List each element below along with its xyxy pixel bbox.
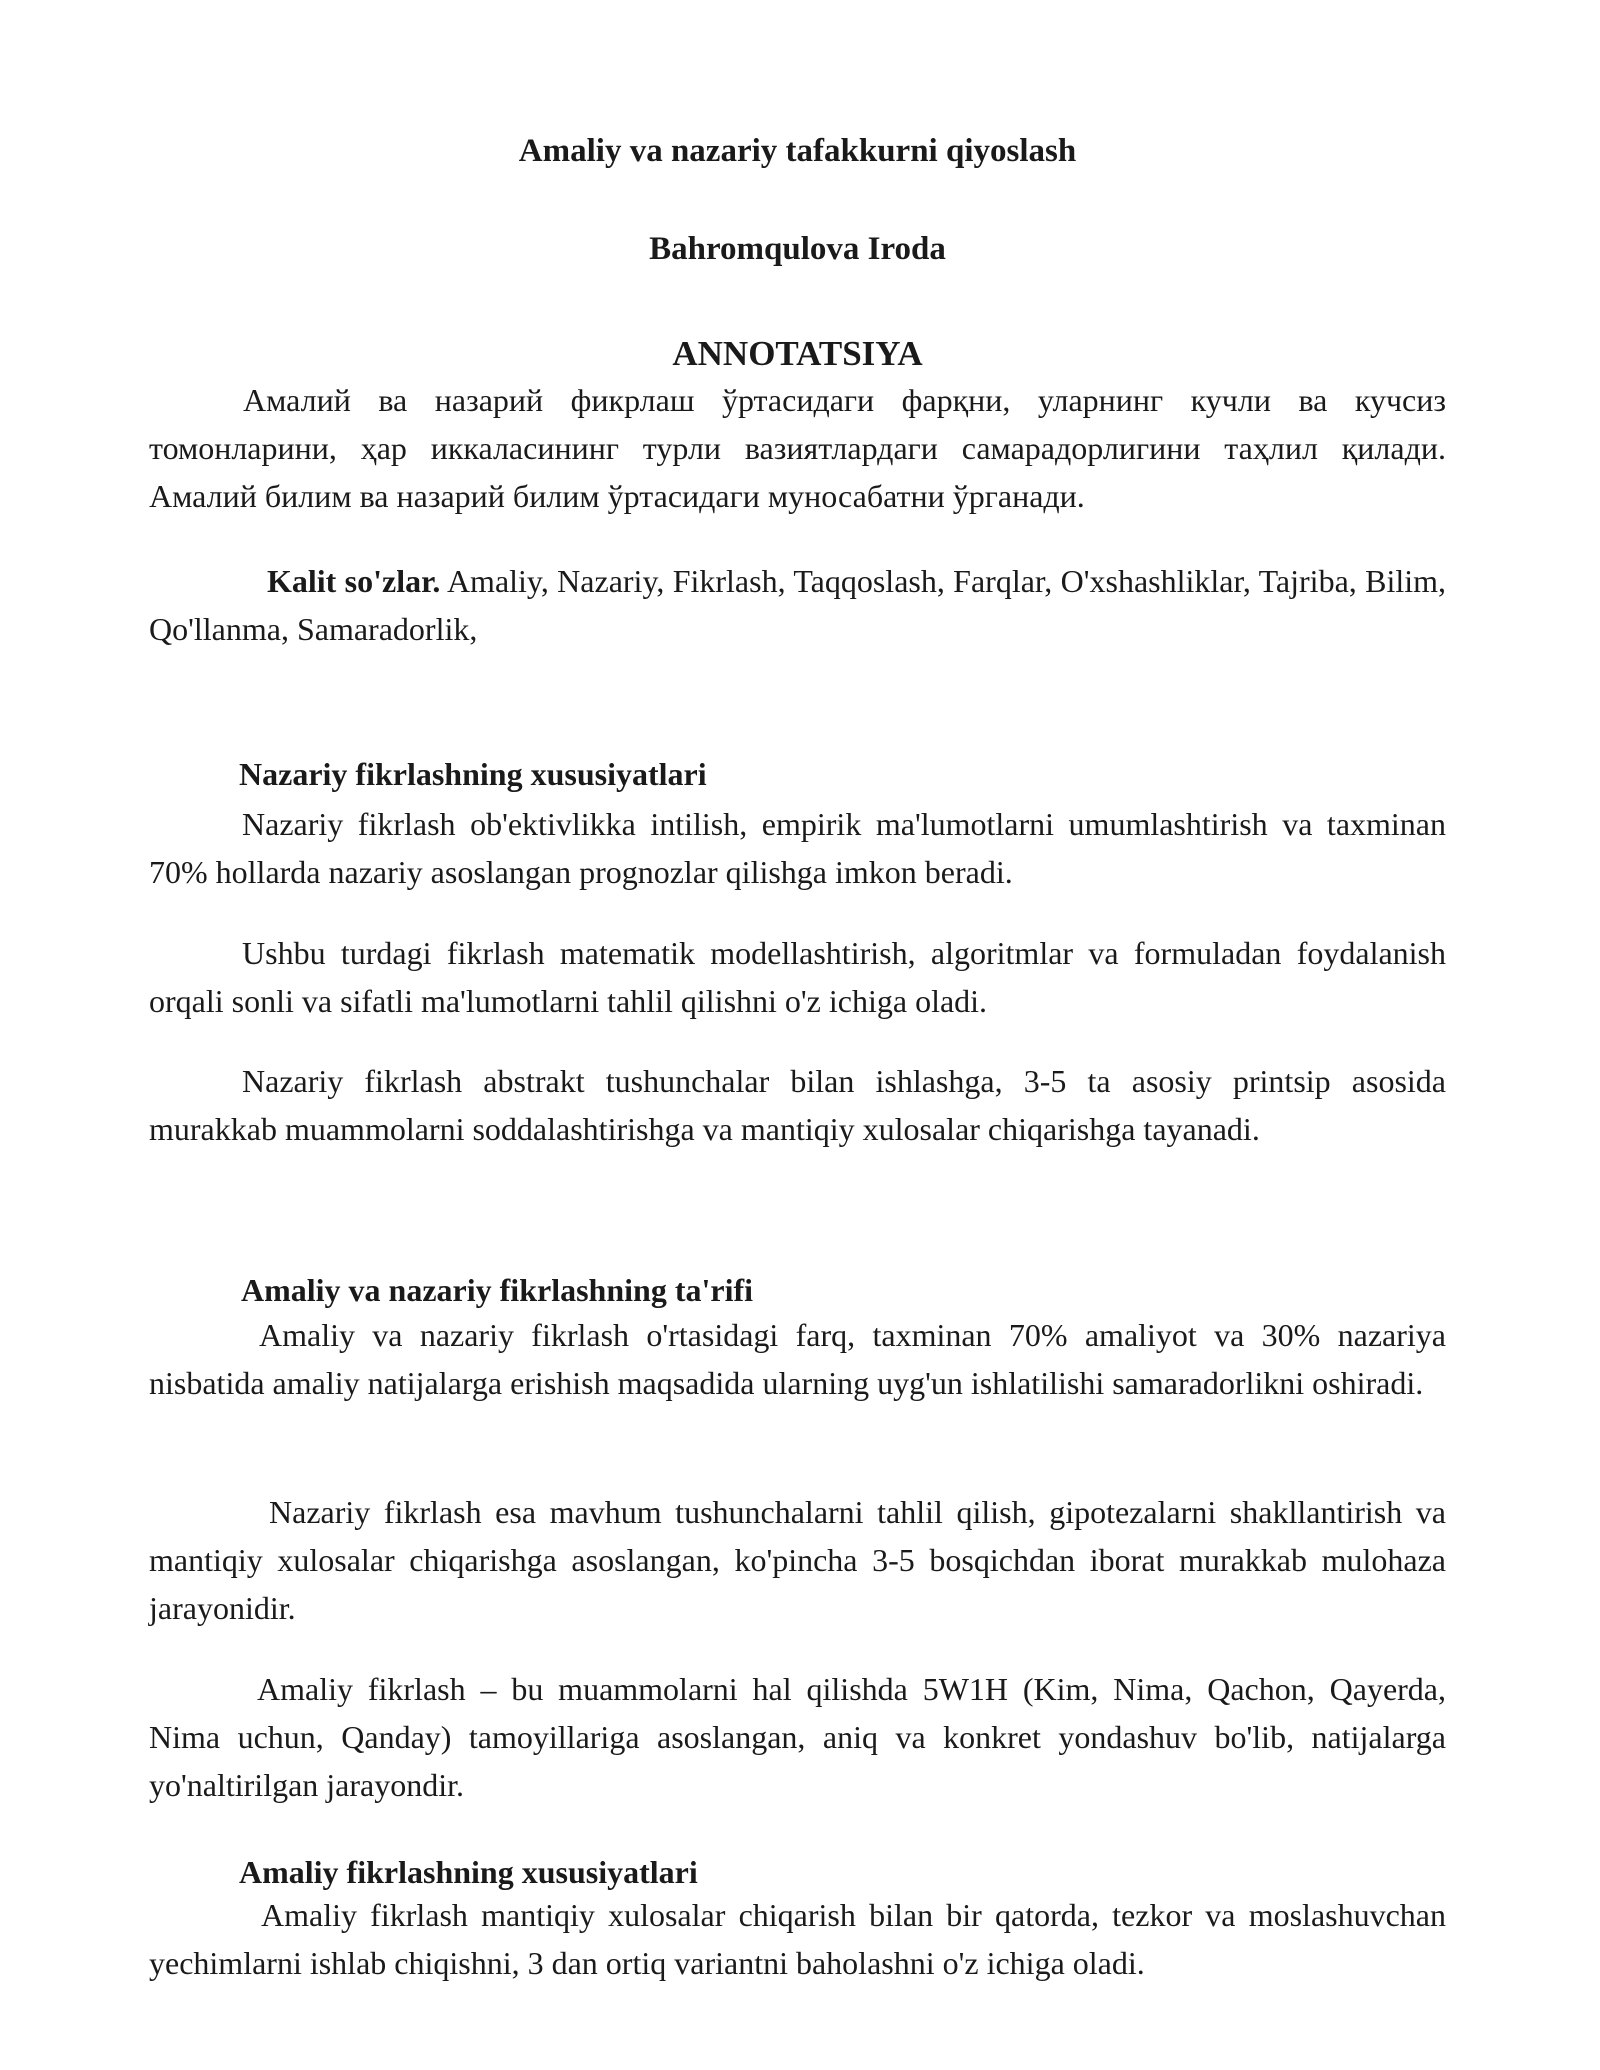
section-paragraph: Amaliy va nazariy fikrlash o'rtasidagi farq, taxminan 70% amaliyot va 30% nazariya nisbatida amaliy natijalarga erishish maqsadida ularning uyg'un ishlatilishi samaradorlikni oshiradi. <box>149 1317 1446 1401</box>
annotation-heading: ANNOTATSIYA <box>672 334 923 373</box>
document-title: Amaliy va nazariy tafakkurni qiyoslash <box>518 133 1077 169</box>
keywords-label: Kalit so'zlar. <box>267 563 441 599</box>
section-paragraph: Amaliy fikrlash – bu muammolarni hal qilishda 5W1H (Kim, Nima, Qachon, Qayerda, Nima uchun, Qanday) tamoyillariga asoslangan, aniq va konkret yondashuv bo'lib, natijalarga yo'naltirilgan jarayondir. <box>149 1671 1446 1803</box>
section-paragraph: Amaliy fikrlash mantiqiy xulosalar chiqarish bilan bir qatorda, tezkor va moslashuvchan yechimlarni ishlab chiqishni, 3 dan ortiq variantni baholashni o'z ichiga oladi. <box>149 1897 1446 1981</box>
annotation-paragraph: Амалий ва назарий фикрлаш ўртасидаги фарқни, уларнинг кучли ва кучсиз томонларини, ҳар иккаласининг турли вазиятлардаги самарадорлигини таҳлил қилади. Амалий билим ва назарий билим ўртасидаги муносабатни ўрганади. <box>149 382 1446 514</box>
section-paragraph: Ushbu turdagi fikrlash matematik modellashtirish, algoritmlar va formuladan foydalanish orqali sonli va sifatli ma'lumotlarni tahlil qilishni o'z ichiga oladi. <box>149 935 1446 1019</box>
section-paragraph: Nazariy fikrlash esa mavhum tushunchalarni tahlil qilish, gipotezalarni shakllantirish va mantiqiy xulosalar chiqarishga asoslangan, ko'pincha 3-5 bosqichdan iborat murakkab mulohaza jarayonidir. <box>149 1494 1446 1626</box>
section-heading: Amaliy va nazariy fikrlashning ta'rifi <box>241 1272 753 1308</box>
section-paragraph: Nazariy fikrlash abstrakt tushunchalar bilan ishlashga, 3-5 ta asosiy printsip asosida murakkab muammolarni soddalashtirishga va mantiqiy xulosalar chiqarishga tayanadi. <box>149 1063 1446 1147</box>
keywords-text: Amaliy, Nazariy, Fikrlash, Taqqoslash, Farqlar, O'xshashliklar, Tajriba, Bilim, Qo'llanma, Samaradorlik, <box>149 563 1447 647</box>
section-paragraph: Nazariy fikrlash ob'ektivlikka intilish, empirik ma'lumotlarni umumlashtirish va taxminan 70% hollarda nazariy asoslangan prognozlar qilishga imkon beradi. <box>149 806 1446 890</box>
section-heading: Amaliy fikrlashning xususiyatlari <box>239 1854 698 1890</box>
section-heading: Nazariy fikrlashning xususiyatlari <box>239 756 707 792</box>
keywords-paragraph <box>149 557 1446 653</box>
document-author: Bahromqulova Iroda <box>649 231 946 267</box>
